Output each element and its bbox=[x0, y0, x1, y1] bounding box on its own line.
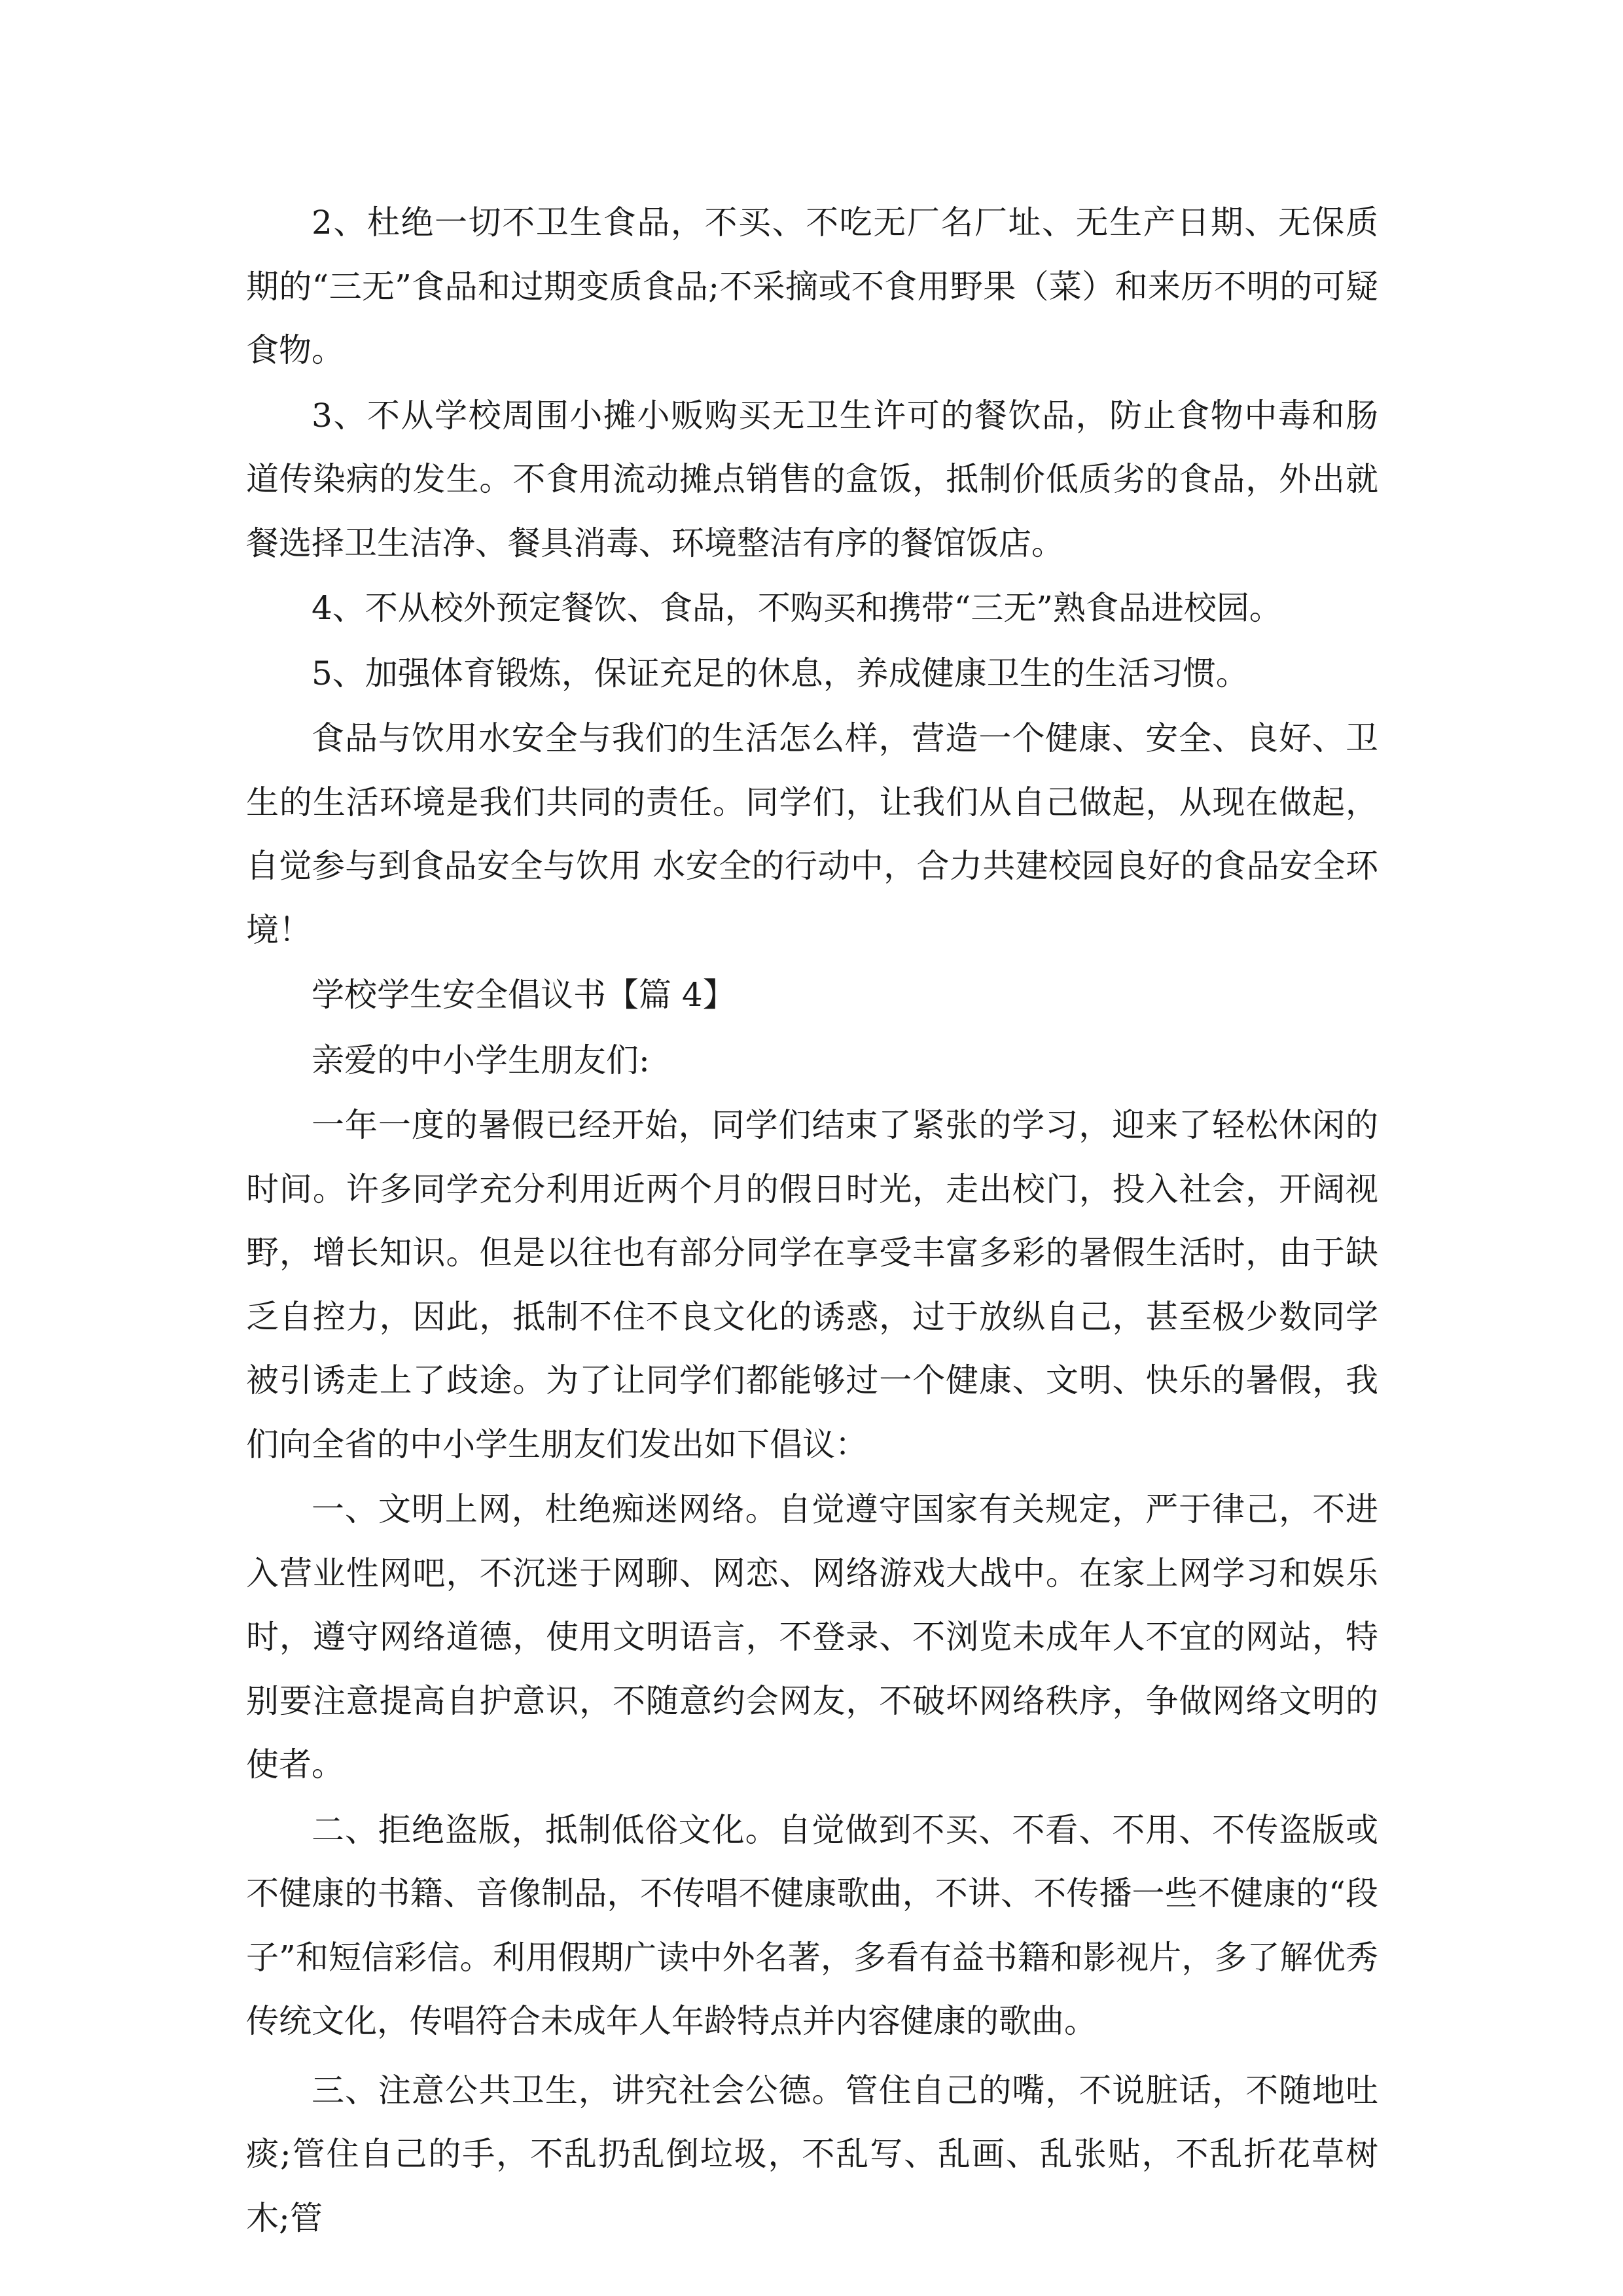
section-heading: 学校学生安全倡议书【篇 4】 bbox=[312, 976, 736, 1014]
paragraph-item-2: 2、杜绝一切不卫生食品，不买、不吃无厂名厂址、无生产日期、无保质期的“三无”食品和过期变质食品;不采摘或不食用野果（菜）和来历不明的可疑食物。 bbox=[246, 204, 1378, 369]
document-body bbox=[246, 191, 1378, 2250]
paragraph-item-4: 4、不从校外预定餐饮、食品，不购买和携带“三无”熟食品进校园。 bbox=[312, 589, 1282, 627]
salutation: 亲爱的中小学生朋友们: bbox=[312, 1041, 650, 1079]
proposal-two: 二、拒绝盗版，抵制低俗文化。自觉做到不买、不看、不用、不传盗版或不健康的书籍、音像制品，不传唱不健康歌曲，不讲、不传播一些不健康的“段子”和短信彩信。利用假期广读中外名著，多看有益书籍和影视片，多了解优秀传统文化，传唱符合未成年人年龄特点并内容健康的歌曲。 bbox=[246, 1810, 1378, 2040]
closing-paragraph: 食品与饮用水安全与我们的生活怎么样，营造一个健康、安全、良好、卫生的生活环境是我们共同的责任。同学们，让我们从自己做起，从现在做起，自觉参与到食品安全与饮用 水安全的行动中，合力共建校园良好的食品安全环境！ bbox=[246, 719, 1378, 949]
paragraph-item-5: 5、加强体育锻炼，保证充足的休息，养成健康卫生的生活习惯。 bbox=[312, 654, 1249, 692]
proposal-three: 三、注意公共卫生，讲究社会公德。管住自己的嘴，不说脏话，不随地吐痰;管住自己的手，不乱扔乱倒垃圾，不乱写、乱画、乱张贴，不乱折花草树木;管 bbox=[246, 2071, 1378, 2237]
intro-paragraph: 一年一度的暑假已经开始，同学们结束了紧张的学习，迎来了轻松休闲的时间。许多同学充分利用近两个月的假日时光，走出校门，投入社会，开阔视野，增长知识。但是以往也有部分同学在享受丰富多彩的暑假生活时，由于缺乏自控力，因此，抵制不住不良文化的诱惑，过于放纵自己，甚至极少数同学被引诱走上了歧途。为了让同学们都能够过一个健康、文明、快乐的暑假，我们向全省的中小学生朋友们发出如下倡议： bbox=[246, 1106, 1378, 1463]
paragraph-item-3: 3、不从学校周围小摊小贩购买无卫生许可的餐饮品，防止食物中毒和肠道传染病的发生。不食用流动摊点销售的盒饭，抵制价低质劣的食品，外出就餐选择卫生洁净、餐具消毒、环境整洁有序的餐馆饭店。 bbox=[246, 396, 1378, 562]
proposal-one: 一、文明上网，杜绝痴迷网络。自觉遵守国家有关规定，严于律己，不进入营业性网吧，不沉迷于网聊、网恋、网络游戏大战中。在家上网学习和娱乐时，遵守网络道德，使用文明语言，不登录、不浏览未成年人不宜的网站，特别要注意提高自护意识，不随意约会网友，不破坏网络秩序，争做网络文明的使者。 bbox=[246, 1490, 1378, 1784]
